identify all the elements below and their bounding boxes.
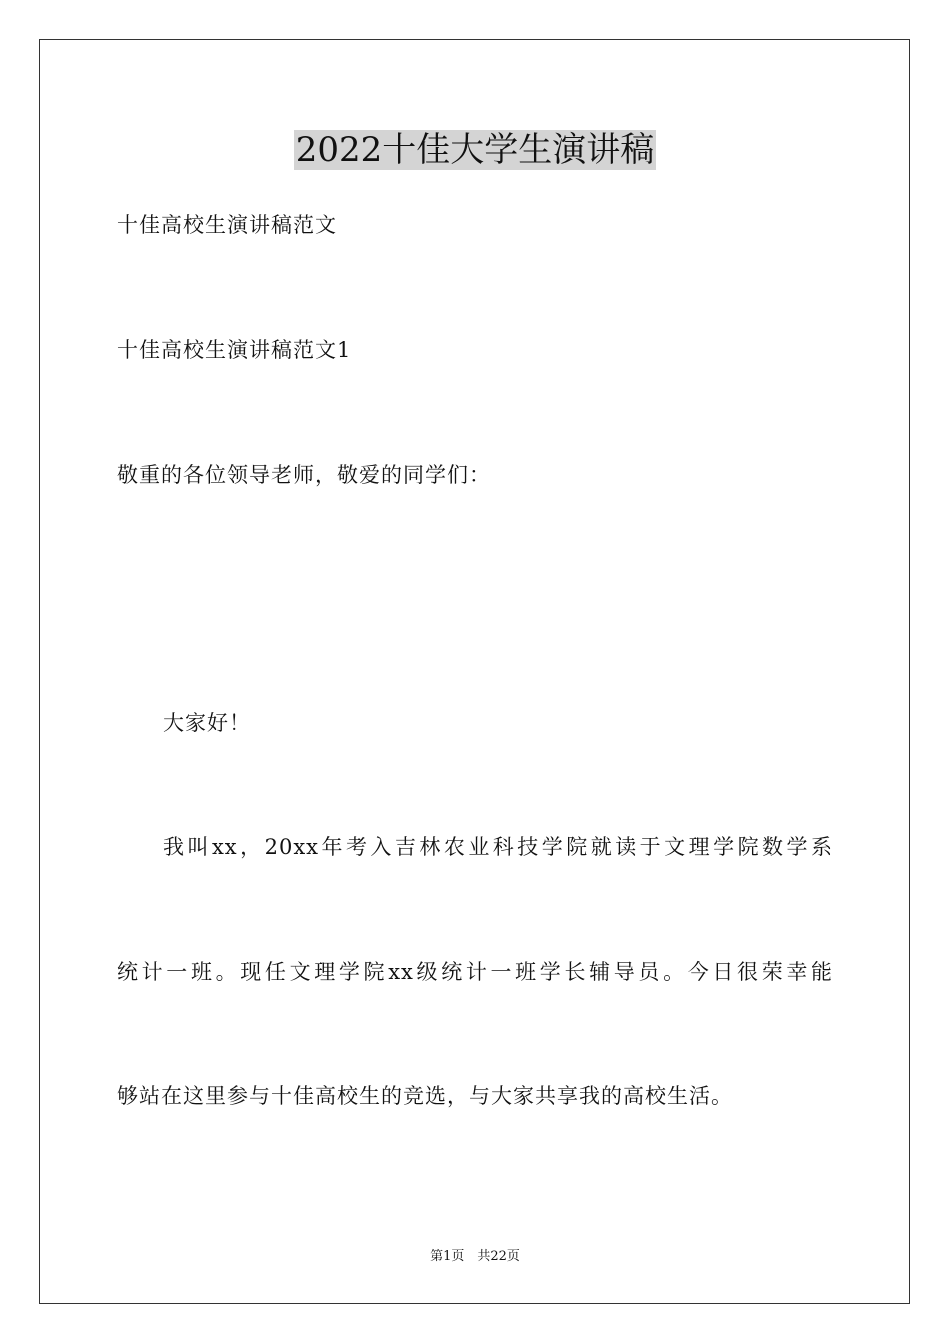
paragraph-body-line-3: 够站在这里参与十佳高校生的竞选，与大家共享我的高校生活。 bbox=[117, 1084, 733, 1108]
paragraph-body-line-2: 统计一班。现任文理学院xx级统计一班学长辅导员。今日很荣幸能 bbox=[117, 960, 833, 984]
document-title bbox=[0, 128, 950, 172]
page-footer bbox=[0, 1248, 950, 1266]
title-text: 2022十佳大学生演讲稿 bbox=[295, 130, 655, 170]
paragraph-body-line-1: 我叫xx，20xx年考入吉林农业科技学院就读于文理学院数学系 bbox=[163, 835, 833, 859]
paragraph-subtitle: 十佳高校生演讲稿范文 bbox=[117, 213, 337, 237]
paragraph-salutation: 敬重的各位领导老师，敬爱的同学们： bbox=[117, 463, 491, 487]
page-number: 第1页 共22页 bbox=[430, 1249, 520, 1264]
paragraph-section-heading: 十佳高校生演讲稿范文1 bbox=[117, 338, 352, 362]
paragraph-greeting: 大家好！ bbox=[163, 711, 251, 735]
